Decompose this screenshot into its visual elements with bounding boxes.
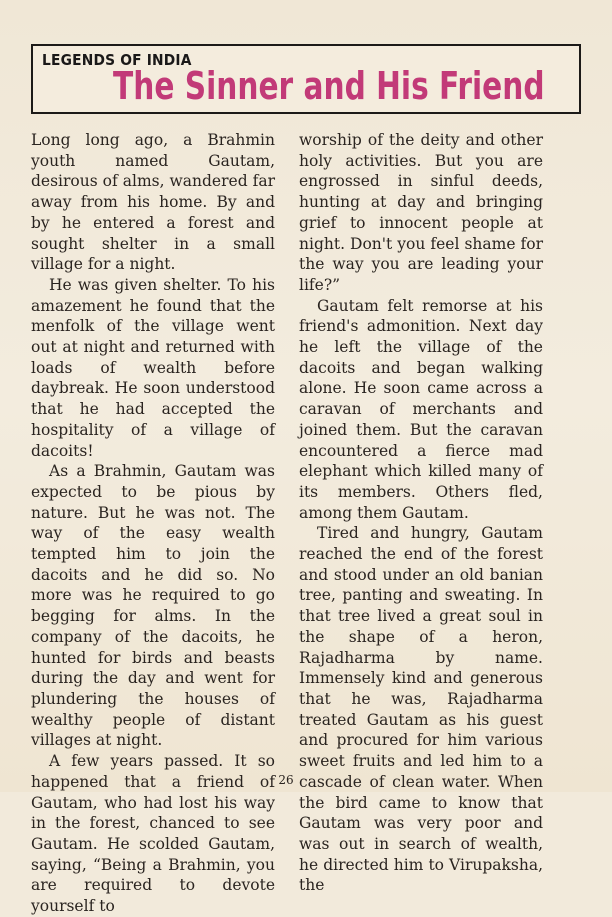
paragraph: Gautam felt remorse at his friend's admonition. Next day he left the village of the dacoits and began walking alone. He soon came across a caravan of merchants and joined them. But the caravan encountered a fierce mad elephant which killed many of its members. Others fled, among them Gautam.	[299, 296, 543, 522]
paragraph: worship of the deity and other holy activities. But you are engrossed in sinful deeds, hunting at day and bringing grief to innocent people at night. Don't you feel shame for the way you are leading your life?”	[299, 131, 543, 294]
left-column	[31, 130, 275, 917]
title-box	[31, 44, 581, 114]
paragraph: Long long ago, a Brahmin youth named Gautam, desirous of alms, wandered far away from his home. By and by he entered a forest and sought shelter in a small village for a night.	[31, 131, 275, 274]
page-number: 26	[278, 773, 294, 787]
paragraph: He was given shelter. To his amazement he found that the menfolk of the village went out at night and returned with loads of wealth before daybreak. He soon understood that he had accepted the hospitality of a village of dacoits!	[31, 275, 275, 460]
page-number-row	[0, 773, 612, 787]
paragraph: As a Brahmin, Gautam was expected to be pious by nature. But he was not. The way of the easy wealth tempted him to join the dacoits and he did so. No more was he required to go begging for alms. In the company of the dacoits, he hunted for birds and beasts during the day and went for plundering the houses of wealthy people of distant villages at night.	[31, 462, 275, 750]
paragraph: Tired and hungry, Gautam reached the end of the forest and stood under an old banian tree, panting and sweating. In that tree lived a great soul in the shape of a heron, Rajadharma by name. Immensely kind and generous that he was, Rajadharma treated Gautam as his guest and procured for him various sweet fruits and led him to a cascade of clean water. When the bird came to know that Gautam was very poor and was out in search of wealth, he directed him to Virupaksha, the	[299, 524, 543, 895]
series-label: LEGENDS OF INDIA	[42, 51, 192, 69]
story-title: The Sinner and His Friend	[113, 64, 545, 108]
paragraph: A few years passed. It so happened that a friend of Gautam, who had lost his way in the forest, chanced to see Gautam. He scolded Gautam, saying, “Being a Brahmin, you are required to devote yourself to	[31, 752, 275, 916]
